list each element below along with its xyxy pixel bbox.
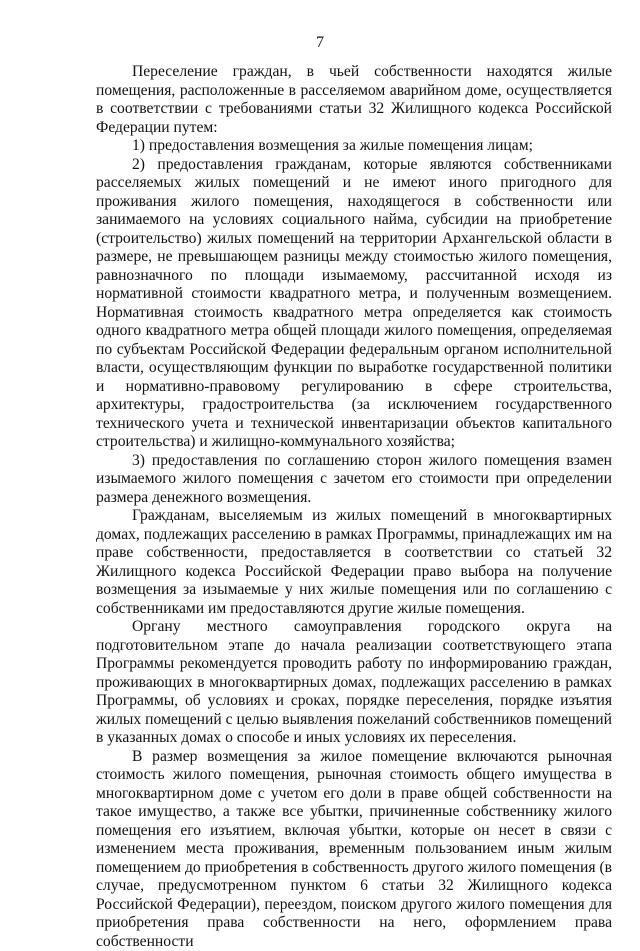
paragraph-item-1: 1) предоставления возмещения за жилые помещения лицам; — [96, 137, 612, 156]
paragraph-compensation: В размер возмещения за жилое помещение включаются рыночная стоимость жилого помещения, рыночная стоимость общего имущества в многоквартирном доме с учетом его доли в праве общей собственности на такое имущество, а также все убытки, причиненные собственнику жилого помещения его изъятием, включая убытки, которые он несет в связи с изменением места проживания, временным пользованием иным жилым помещением до приобретения в собственность другого жилого помещения (в случае, предусмотренном пунктом 6 статьи 32 Жилищного кодекса Российской Федерации), переездом, поиском другого жилого помещения для приобретения права собственности на него, оформлением права собственности — [96, 748, 612, 951]
paragraph-intro: Переселение граждан, в чьей собственности находятся жилые помещения, расположенные в расселяемом аварийном доме, осуществляется в соответствии с требованиями статьи 32 Жилищного кодекса Российской Федерации путем: — [96, 63, 612, 137]
document-body — [96, 63, 612, 951]
paragraph-item-3: 3) предоставления по соглашению сторон жилого помещения взамен изымаемого жилого помещения с зачетом его стоимости при определении размера денежного возмещения. — [96, 452, 612, 508]
paragraph-informing: Органу местного самоуправления городского округа на подготовительном этапе до начала реализации соответствующего этапа Программы рекомендуется проводить работу по информированию граждан, проживающих в многоквартирных домах, подлежащих расселению в рамках Программы, об условиях и сроках, порядке переселения, порядке изъятия жилых помещений с целью выявления пожеланий собственников помещений в указанных домах о способе и иных условиях их переселения. — [96, 618, 612, 748]
paragraph-right-of-choice: Гражданам, выселяемым из жилых помещений в многоквартирных домах, подлежащих расселению в рамках Программы, принадлежащих им на праве собственности, предоставляется в соответствии со статьей 32 Жилищного кодекса Российской Федерации право выбора на получение возмещения за изымаемые у них жилые помещения или по соглашению с собственниками им предоставляются другие жилые помещения. — [96, 507, 612, 618]
paragraph-item-2: 2) предоставления гражданам, которые являются собственниками расселяемых жилых помещений и не имеют иного пригодного для проживания жилого помещения, находящегося в собственности или занимаемого на условиях социального найма, субсидии на приобретение (строительство) жилых помещений на территории Архангельской области в размере, не превышающем разницы между стоимостью жилого помещения, равнозначного по площади изымаемому, рассчитанной исходя из нормативной стоимости квадратного метра, и полученным возмещением. Нормативная стоимость квадратного метра определяется как стоимость одного квадратного метра общей площади жилого помещения, определяемая по субъектам Российской Федерации федеральным органом исполнительной власти, осуществляющим функции по выработке государственной политики и нормативно-правовому регулированию в сфере строительства, архитектуры, градостроительства (за исключением государственного технического учета и технической инвентаризации объектов капитального строительства) и жилищно-коммунального хозяйства; — [96, 156, 612, 452]
page-number: 7 — [0, 34, 640, 52]
